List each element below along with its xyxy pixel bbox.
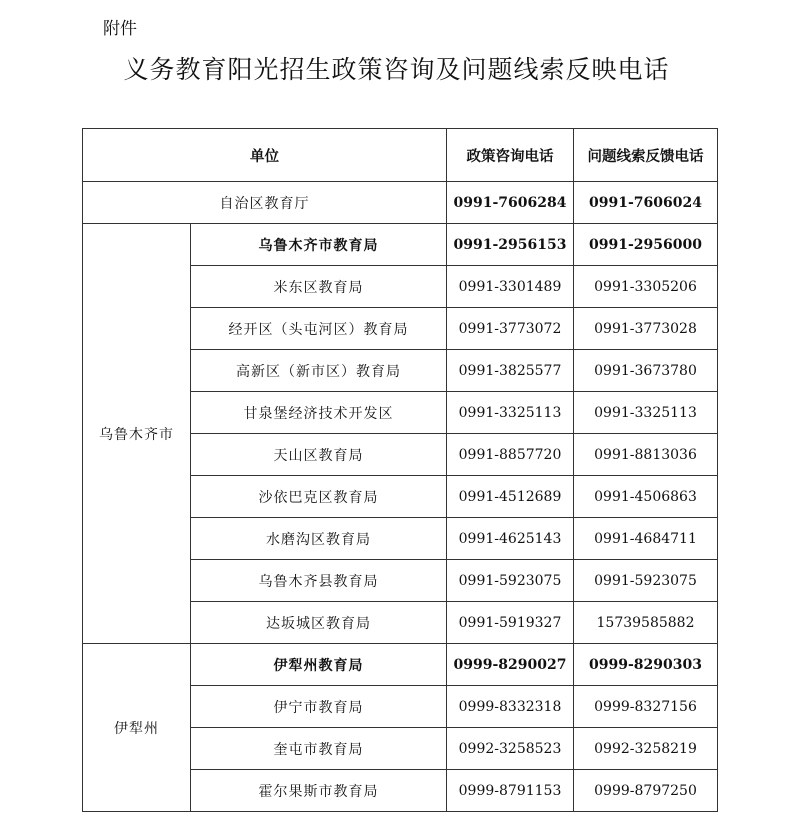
unit-cell: 伊宁市教育局: [191, 686, 447, 728]
consult-phone-cell: 0999-8791153: [447, 770, 574, 812]
attachment-label: 附件: [103, 19, 137, 39]
feedback-phone-cell: 0991-2956000: [574, 224, 718, 266]
unit-cell: 米东区教育局: [191, 266, 447, 308]
feedback-phone-cell: 0999-8327156: [574, 686, 718, 728]
unit-cell: 乌鲁木齐市教育局: [191, 224, 447, 266]
feedback-phone-cell: 0991-3325113: [574, 392, 718, 434]
consult-phone-cell: 0991-2956153: [447, 224, 574, 266]
unit-cell: 甘泉堡经济技术开发区: [191, 392, 447, 434]
feedback-phone-cell: 15739585882: [574, 602, 718, 644]
consult-phone-cell: 0991-3301489: [447, 266, 574, 308]
feedback-phone-cell: 0991-5923075: [574, 560, 718, 602]
consult-phone-cell: 0991-4625143: [447, 518, 574, 560]
table-header-row: [83, 129, 718, 182]
consult-phone-cell: 0991-5923075: [447, 560, 574, 602]
feedback-phone-cell: 0991-8813036: [574, 434, 718, 476]
table-row: [83, 644, 718, 686]
unit-cell: 高新区（新市区）教育局: [191, 350, 447, 392]
unit-cell: 天山区教育局: [191, 434, 447, 476]
feedback-phone-cell: 0991-3305206: [574, 266, 718, 308]
feedback-phone-cell: 0991-4684711: [574, 518, 718, 560]
consult-phone-cell: 0991-8857720: [447, 434, 574, 476]
consult-phone-cell: 0991-4512689: [447, 476, 574, 518]
unit-cell: 水磨沟区教育局: [191, 518, 447, 560]
feedback-phone-cell: 0991-4506863: [574, 476, 718, 518]
unit-cell: 伊犁州教育局: [191, 644, 447, 686]
feedback-phone-cell: 0992-3258219: [574, 728, 718, 770]
table-row: [83, 224, 718, 266]
page-title: 义务教育阳光招生政策咨询及问题线索反映电话: [123, 55, 670, 84]
unit-cell: 奎屯市教育局: [191, 728, 447, 770]
column-header-unit: 单位: [83, 129, 447, 182]
table-row: [83, 182, 718, 224]
unit-cell: 达坂城区教育局: [191, 602, 447, 644]
consult-phone-cell: 0992-3258523: [447, 728, 574, 770]
feedback-phone-cell: 0991-3673780: [574, 350, 718, 392]
group-cell: 伊犁州: [83, 644, 191, 812]
group-cell: 乌鲁木齐市: [83, 224, 191, 644]
column-header-consult: 政策咨询电话: [447, 129, 574, 182]
column-header-feedback: 问题线索反馈电话: [574, 129, 718, 182]
unit-cell: 经开区（头屯河区）教育局: [191, 308, 447, 350]
feedback-phone-cell: 0999-8797250: [574, 770, 718, 812]
consult-phone-cell: 0991-5919327: [447, 602, 574, 644]
feedback-phone-cell: 0991-7606024: [574, 182, 718, 224]
unit-cell: 乌鲁木齐县教育局: [191, 560, 447, 602]
unit-cell: 自治区教育厅: [83, 182, 447, 224]
consult-phone-cell: 0991-3325113: [447, 392, 574, 434]
consult-phone-cell: 0991-3825577: [447, 350, 574, 392]
consult-phone-cell: 0999-8332318: [447, 686, 574, 728]
consult-phone-cell: 0991-7606284: [447, 182, 574, 224]
feedback-phone-cell: 0999-8290303: [574, 644, 718, 686]
consult-phone-cell: 0999-8290027: [447, 644, 574, 686]
consult-phone-cell: 0991-3773072: [447, 308, 574, 350]
feedback-phone-cell: 0991-3773028: [574, 308, 718, 350]
contact-table: [82, 128, 718, 812]
unit-cell: 霍尔果斯市教育局: [191, 770, 447, 812]
unit-cell: 沙依巴克区教育局: [191, 476, 447, 518]
